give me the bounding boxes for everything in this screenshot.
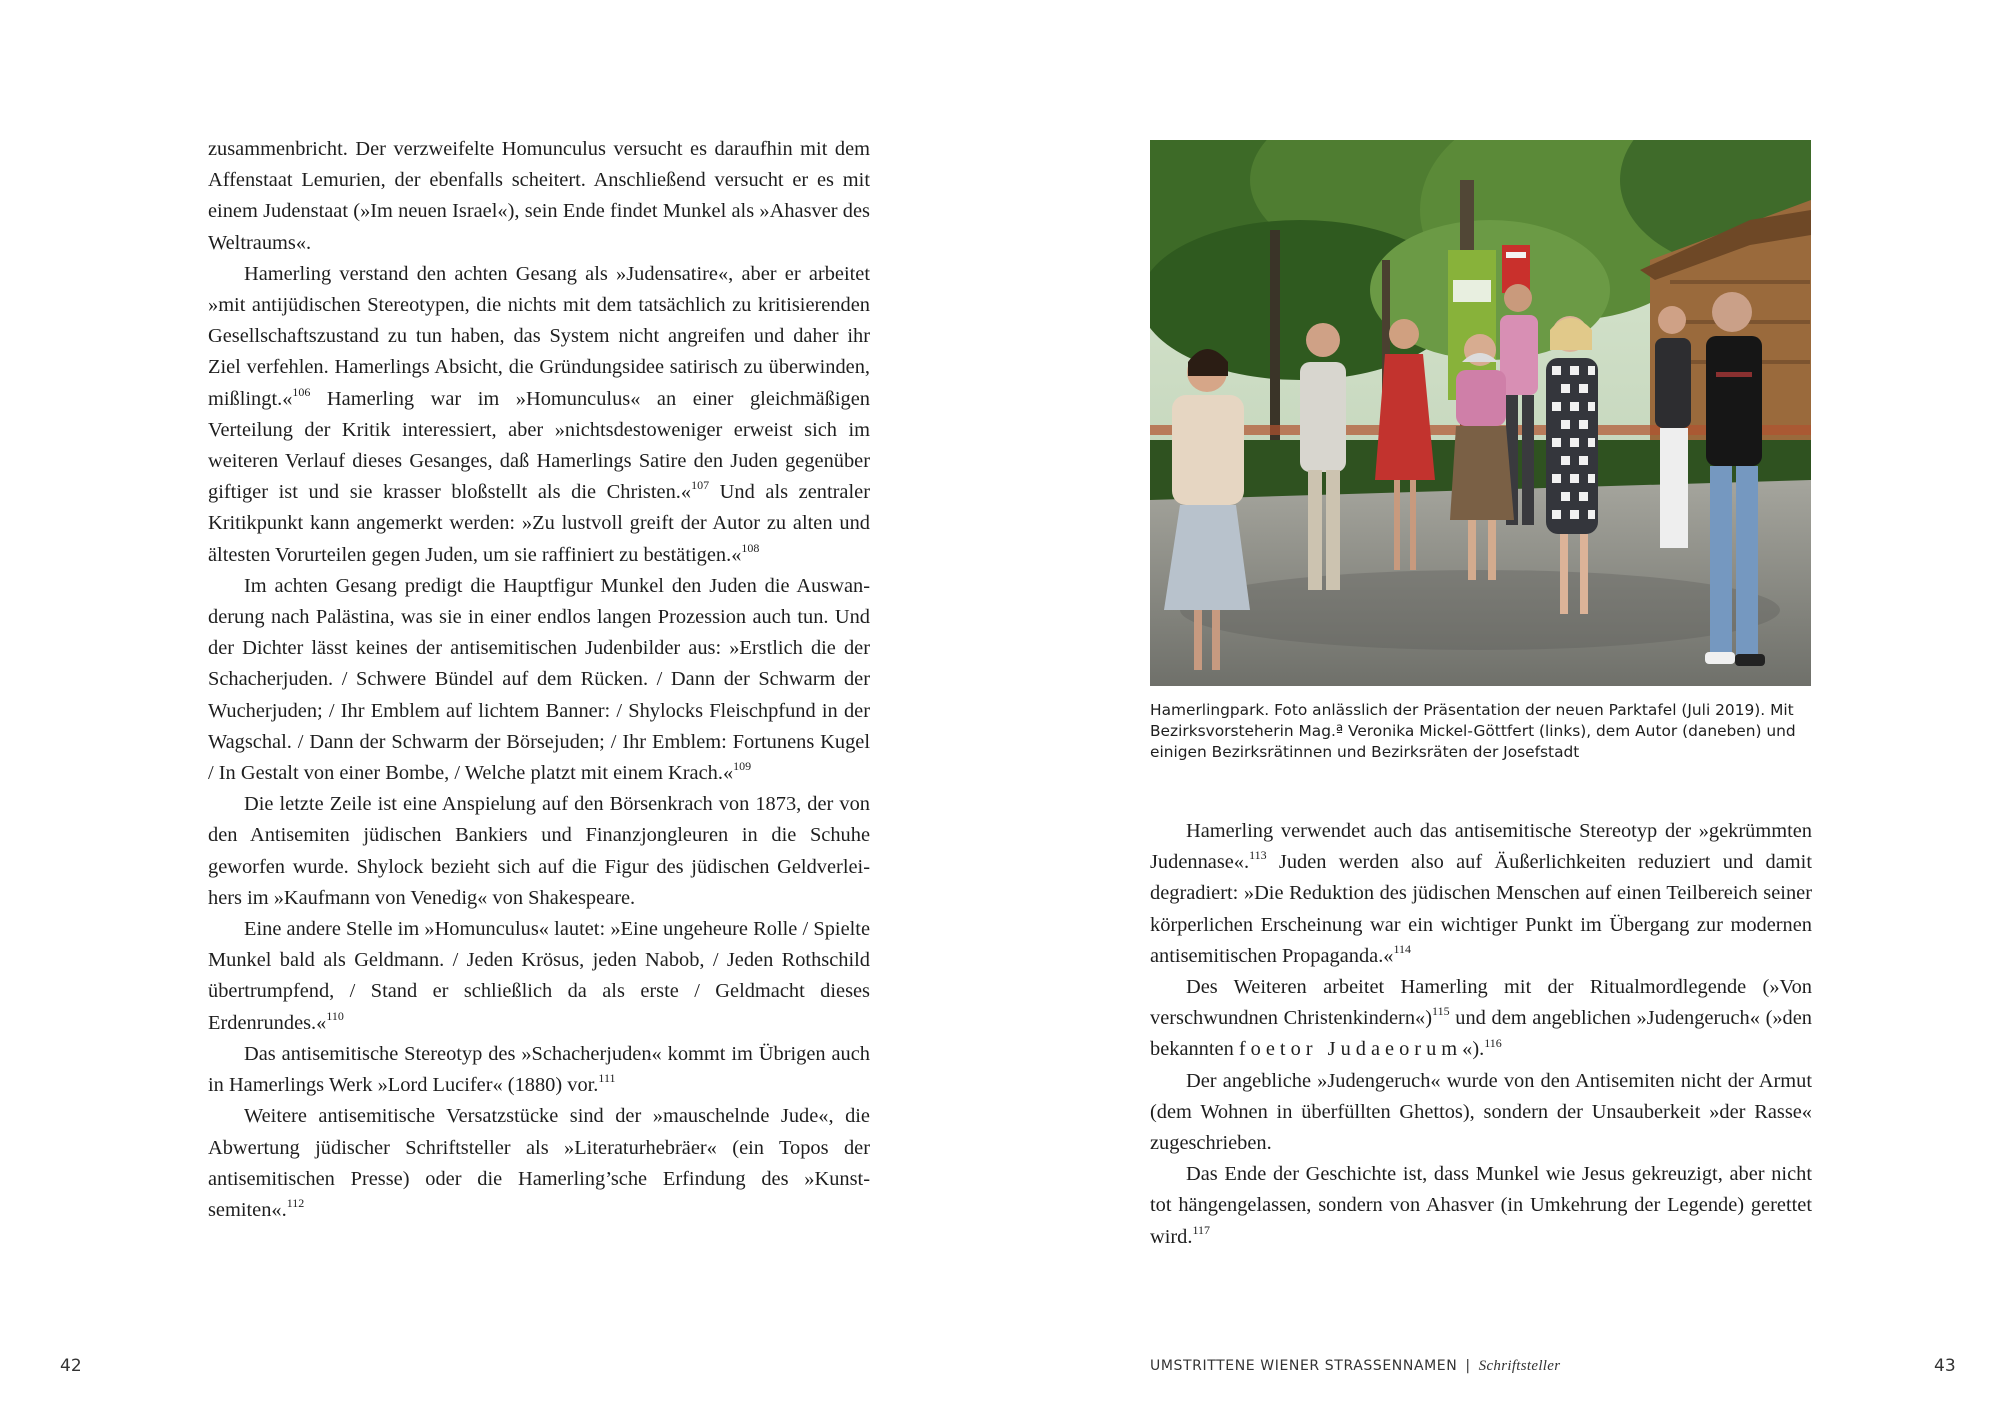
body-paragraph [1150, 1159, 1812, 1253]
footnote-marker: 112 [286, 1196, 305, 1211]
paragraph-text: Des Weiteren arbeitet Hamerling mit der Ritualmordlegende (»Von verschwundnen Christenkindern«) [1150, 976, 1812, 1030]
running-head-subtitle: Schriftsteller [1478, 1358, 1561, 1374]
paragraph-text: Weitere antisemitische Versatzstücke sind der »mauschelnde Jude«, die Abwertung jüdischer Schriftsteller als »Literaturhebräer« (ein Topos der antisemitischen Presse) oder die Hamerling’sche Erfindung des »Kunstsemiten«. [208, 1105, 870, 1221]
body-paragraph [1150, 816, 1812, 972]
paragraph-text: Hamerling war im »Homunculus« an einer gleichmäßigen Verteilung der Kritik interessiert, aber »nichtsdestoweniger erweist sich im weiteren Verlauf dieses Gesanges, daß Hamerlings Satire den Juden gegenüber giftiger ist und sie krasser bloßstellt als die Christen.« [208, 387, 870, 504]
paragraph-text: Das antisemitische Stereotyp des »Schacherjuden« kommt im Übrigen auch in Hamerlings Werk »Lord Lucifer« (1880) vor. [208, 1042, 870, 1097]
running-head-separator: | [1465, 1358, 1471, 1374]
body-paragraph [208, 914, 870, 1039]
paragraph-text: und dem angeblichen »Judengeruch« (»den bekannten [1150, 1007, 1812, 1061]
footnote-marker: 111 [598, 1071, 616, 1086]
body-paragraph [208, 259, 870, 571]
paragraph-text: zusammenbricht. Der verzweifelte Homunculus versucht es daraufhin mit dem Affenstaat Lemurien, der ebenfalls scheitert. Anschließend versucht er es mit einem Judenstaat (»Im neuen Israel«), sein Ende findet Munkel als »Ahasver des Weltraums«. [208, 138, 870, 254]
footnote-marker: 110 [326, 1008, 344, 1023]
body-paragraph [1150, 1066, 1812, 1160]
running-head [1150, 1358, 1560, 1375]
left-page-body [208, 134, 870, 1226]
running-head-title: UMSTRITTENE WIENER STRASSENNAMEN [1150, 1358, 1458, 1374]
spaced-latin-term: foetor Judaeorum [1238, 1038, 1463, 1061]
footnote-marker: 115 [1432, 1004, 1450, 1019]
paragraph-text: Im achten Gesang predigt die Hauptfigur Munkel den Juden die Auswanderung nach Palästina, was sie in einer endlos langen Prozession auch tun. Und der Dichter lässt keines der antisemitischen Judenbilder aus: »Erstlich die der Schacherjuden. / Schwere Bündel auf dem Rücken. / Dann der Schwarm der Wucherjuden; / Ihr Emblem auf lichtem Banner: / Shylocks Fleischpfund in der Wagschal. / Dann der Schwarm der Börsejuden; / Ihr Emblem: Fortunens Kugel / In Gestalt von einer Bombe, / Welche platzt mit einem Krach.« [208, 574, 870, 785]
body-paragraph [208, 789, 870, 914]
body-paragraph [208, 571, 870, 789]
paragraph-text: Eine andere Stelle im »Homunculus« lautet: »Eine ungeheure Rolle / Spielte Munkel bald als Geldmann. / Jeden Krösus, jeden Nabob, / Jeden Rothschild übertrumpfend, / Stand er schließlich da als erste / Geldmacht dieses Erdenrundes.« [208, 918, 870, 1034]
paragraph-text: «). [1462, 1038, 1485, 1061]
right-page-body [1150, 816, 1812, 1253]
paragraph-text: Hamerling verstand den achten Gesang als »Judensatire«, aber er arbeitet »mit antijüdischen Stereotypen, die nichts mit dem tatsächlich zu kritisierenden Gesellschaftszustand zu tun haben, das System nicht angreifen und daher ihr Ziel verfehlen. Hamerlings Absicht, die Gründungsidee satirisch zu überwinden, mißlingt.« [208, 262, 870, 410]
footnote-marker: 109 [733, 759, 752, 774]
paragraph-text: Hamerling verwendet auch das antisemitische Stereotyp der »gekrümmten Judennase«. [1150, 820, 1812, 874]
group-photo [1150, 140, 1811, 686]
footnote-marker: 107 [691, 478, 710, 493]
footnote-marker: 113 [1249, 848, 1267, 863]
paragraph-text: Juden werden also auf Äußerlichkeiten reduziert und damit degradiert: »Die Reduktion des jüdischen Menschen auf einen Teilbereich seiner körperlichen Erscheinung war ein wichtiger Punkt im Übergang zur modernen antisemitischen Propaganda.« [1150, 851, 1812, 967]
footnote-marker: 114 [1393, 942, 1412, 957]
paragraph-text: Der angebliche »Judengeruch« wurde von den Antisemiten nicht der Armut (dem Wohnen in überfüllten Ghettos), sondern der Unsauberkeit »der Rasse« zugeschrieben. [1150, 1069, 1812, 1155]
paragraph-text: Und als zentraler Kritikpunkt kann angemerkt werden: »Zu lustvoll greift der Autor zu alten und ältesten Vorurteilen gegen Juden, um sie raffiniert zu bestätigen.« [208, 481, 870, 566]
body-paragraph [208, 1039, 870, 1101]
page-number-left: 42 [60, 1356, 82, 1376]
photo-illustration [1150, 140, 1811, 686]
body-paragraph [1150, 972, 1812, 1066]
body-paragraph [208, 1101, 870, 1226]
footnote-marker: 116 [1484, 1035, 1502, 1050]
footnote-marker: 106 [292, 384, 311, 399]
paragraph-text: Das Ende der Geschichte ist, dass Munkel wie Jesus gekreuzigt, aber nicht tot hängengelassen, sondern von Ahasver (in Umkehrung der Legende) gerettet wird. [1150, 1163, 1812, 1248]
photo-caption: Hamerlingpark. Foto anlässlich der Präsentation der neuen Parktafel (Juli 2019). Mit Bezirksvorsteherin Mag.ª Veronika Mickel-Göttfert (links), dem Autor (daneben) und einigen Bezirksrätinnen und Bezirksräten der Josefstadt [1150, 701, 1796, 761]
footnote-marker: 117 [1192, 1222, 1211, 1237]
page-number-right: 43 [1934, 1356, 1956, 1376]
body-paragraph [208, 134, 870, 259]
paragraph-text: Die letzte Zeile ist eine Anspielung auf den Börsenkrach von 1873, der von den Antisemiten jüdischen Bankiers und Finanzjongleuren in die Schuhe geworfen wurde. Shylock bezieht sich auf die Figur des jüdischen Geldverleihers im »Kaufmann von Venedig« von Shakespeare. [208, 793, 870, 909]
footnote-marker: 108 [741, 540, 760, 555]
